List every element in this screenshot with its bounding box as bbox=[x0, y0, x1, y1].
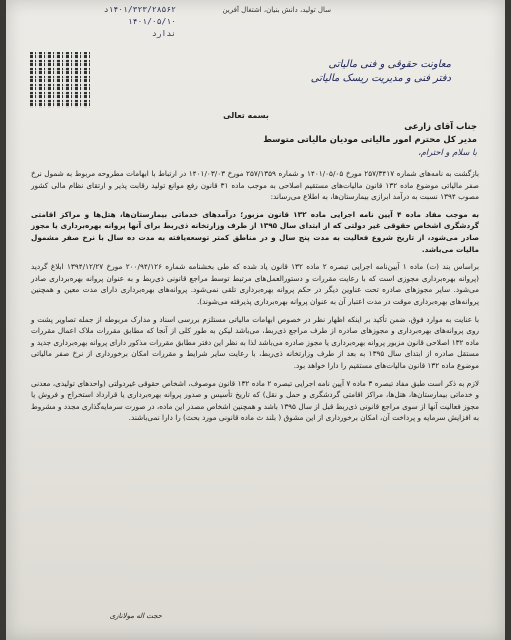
signature-name: حجت اله مولانازی bbox=[109, 612, 162, 620]
bismillah: بسمه تعالی bbox=[223, 111, 269, 120]
addressee-position: مدیر کل محترم امور مالیاتی مودیان مالیاتی متوسط bbox=[263, 134, 477, 144]
letter-meta bbox=[26, 4, 176, 40]
attachment: ندارد bbox=[151, 29, 176, 38]
reference-number: ۱۴۰۱/۳۲۳/۲۸۵۶۲د bbox=[103, 5, 176, 14]
qr-code-icon bbox=[30, 52, 90, 108]
salutation: جناب آقای زارعی bbox=[404, 121, 477, 131]
letter-date: ۱۴۰۱/۰۵/۱۰ bbox=[127, 17, 176, 26]
letter-paper bbox=[6, 0, 505, 640]
addressee-block bbox=[177, 120, 477, 159]
greeting: با سلام و احترام، bbox=[418, 147, 477, 157]
paragraph-4: با عنایت به موارد فوق، ضمن تأکید بر اینکه اظهار نظر در خصوص ابهامات مالیاتی مستلزم بررسی اسناد و مدارک مربوطه از جمله تصاویر پشت و روی پروانه‌های بهره‌برداری و مجوزهای صادره از طرف مراجع ذی‌ربط، می‌باشد لیکن به طور کلی از آنجا که مطابق مقررات ملاک اعمال مقررات ماده ۱۳۲ اصلاحی قانون مزبور پروانه بهره‌برداری یا مجوز صادره می‌باشد لذا به نظر این دفتر مطابق مقررات مذکور دارای پروانه بهره‌برداری جدید و مستقل صادره از ابتدای سال ۱۳۹۵ به بعد از طرف وزارتخانه ذی‌ربط، با رعایت سایر شرایط و مقررات امکان برخورداری از نرخ صفر مالیاتی موضوع ماده ۱۳۲ قانون مالیات‌های مستقیم را دارا خواهد بود. bbox=[31, 314, 480, 370]
paragraph-3: براساس بند (ت) ماده ۱ آیین‌نامه اجرایی تبصره ۲ ماده ۱۳۲ قانون یاد شده که طی بخشنامه شماره ۲۰۰/۹۴/۱۲۶ مورخ ۱۳۹۴/۱۲/۲۷ ابلاغ گردید (پروانه بهره‌برداری مجوزی است که با رعایت مقررات و دستورالعمل‌های مرتبط توسط مراجع قانونی ذی‌ربط و به عنوان پروانه بهره‌برداری صادر می‌شود. سایر مجوزهای صادره تحت عناوین دیگر در حکم پروانه بهره‌برداری تلقی نمی‌شود. پروانه‌های بهره‌برداری دارای مدت معین و همچنین پروانه‌های بهره‌برداری موقت در مدت اعتبار آن به عنوان پروانه بهره‌برداری پذیرفته می‌شوند). bbox=[31, 262, 479, 306]
letter-body bbox=[31, 168, 479, 430]
year-motto: سال تولید، دانش بنیان، اشتغال آفرین bbox=[222, 6, 331, 14]
letterhead-line-1: معاونت حقوقی و فنی مالیاتی bbox=[328, 59, 451, 70]
letterhead-line-2: دفتر فنی و مدیریت ریسک مالیاتی bbox=[310, 73, 451, 84]
paragraph-5: لازم به ذکر است طبق مفاد تبصره ۳ ماده ۷ آیین نامه اجرایی تبصره ۲ ماده ۱۳۲ قانون موصوف، اشخاص حقوقی غیردولتی (واحدهای تولیدی، معدنی و خدماتی بیمارستان‌ها، هتل‌ها، مراکز اقامتی گردشگری و حمل و نقل) که تاریخ تأسیس و صدور پروانه بهره‌برداری یا قرارداد استخراج و فروش یا مجوز فعالیت آنها از سوی مراجع قانونی ذی‌ربط قبل از سال ۱۳۹۵ باشد و همچنین اشخاص مصدر این ماده، در صورت سرمایه‌گذاری مجدد و مشروط به افزایش سرمایه و پرداخت آن، امکان برخورداری از این مشوق ( بلند ث ماده قانونی مورد بحث) را دارا نمی‌باشند. bbox=[31, 378, 480, 423]
paragraph-2: به موجب مفاد ماده ۴ آیین نامه اجرایی ماده ۱۳۲ قانون مزبور؛ درآمدهای خدماتی بیمارستان‌ها، هتل‌ها و مراکز اقامتی گردشگری اشخاص حقوقی غیر دولتی که از ابتدای سال ۱۳۹۵ از طرف وزارتخانه ذی‌ربط برای آنها پروانه بهره‌برداری یا مجوز صادر می‌شود، از تاریخ شروع فعالیت به مدت پنج سال و در مناطق کمتر توسعه‌یافته به مدت ده سال با نرخ صفر مشمول مالیات می‌باشد. bbox=[31, 209, 480, 254]
paragraph-1: بازگشت به نامه‌های شماره ۲۵۷/۳۴۱۷ مورخ ۱۴۰۱/۰۵/۰۵ و شماره ۲۵۷/۱۳۵۹ مورخ ۱۴۰۱/۰۳/۰۳ در ارتباط با ابهامات مطروحه مربوط به شمول نرخ صفر مالیاتی موضوع ماده ۱۳۲ قانون مالیات‌های مستقیم اصلاحی به موجب ماده ۳۱ قانون رفع موانع تولید رقابت پذیر و ارتقای نظام مالی کشور مصوب ۱۳۹۴ نسبت به درآمد ابرازی بیمارستان‌ها، به اطلاع می‌رساند: bbox=[31, 169, 479, 202]
letterhead bbox=[291, 58, 451, 86]
